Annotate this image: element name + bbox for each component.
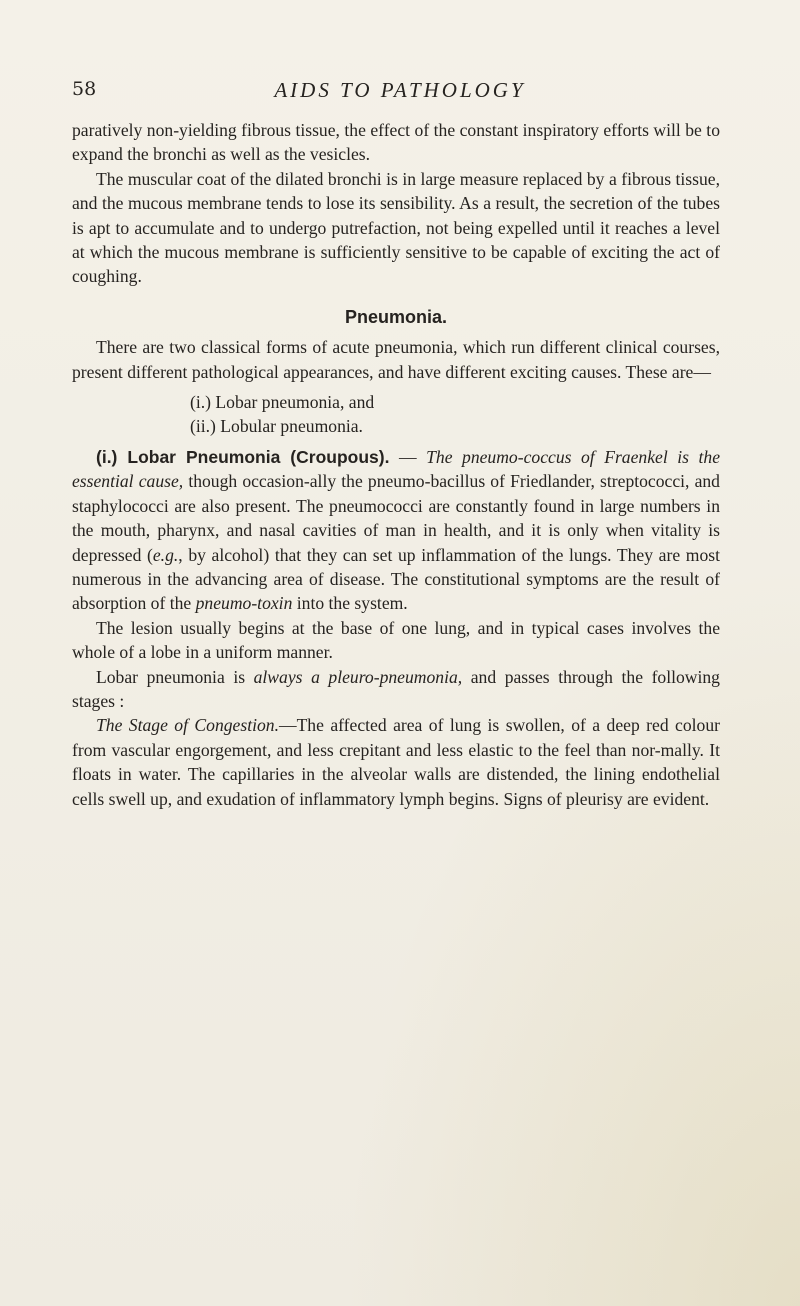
section-heading-pneumonia: Pneumonia.: [344, 306, 447, 327]
page-number: 58: [72, 78, 97, 100]
page-header: [72, 78, 728, 108]
page-body: [72, 118, 720, 811]
paragraph-pneumonia-intro: There are two classical forms of acute pneumonia, which run different clinical courses, present different pathological appearances, and have different exciting causes. These are—: [72, 337, 720, 382]
running-head: AIDS TO PATHOLOGY: [274, 78, 526, 102]
paragraph-lesion: The lesion usually begins at the base of one lung, and in typical cases involves the whole of a lobe in a uniform manner.: [72, 617, 720, 663]
list-item: (i.) Lobar pneumonia, and: [190, 392, 375, 413]
em-dash: —: [389, 446, 427, 467]
body-text: —The affected area of lung is swollen, of a deep red colour from vascular engorgement, and less crepitant and less elastic to the feel than nor-mally. It floats in water. The capillaries in the alveolar walls are distended, the lining endothelial cells swell up, and exudation of inflammatory lymph begins. Signs of pleurisy are evident.: [72, 715, 720, 809]
body-text: , by alcohol) that they can set up inflammation of the lungs. They are most numerous in the advancing area of disease. The constitutional symptoms are the result of absorption of the: [72, 544, 720, 614]
subheading-lobar-pneumonia: (i.) Lobar Pneumonia (Croupous).: [96, 446, 390, 467]
italic-text: The pneumo-coccus of Fraenkel is the essential cause,: [72, 446, 721, 492]
paragraph-bronchi: The muscular coat of the dilated bronchi is in large measure replaced by a fibrous tissue, and the mucous membrane tends to lose its sensibility. As a result, the secretion of the tubes is apt to accumulate and to undergo putrefaction, not being expelled until it reaches a level at which the mucous membrane is sufficiently sensitive to be capable of exciting the act of coughing.: [72, 168, 720, 287]
body-text: though occasion-ally the pneumo-bacillus of Friedlander, streptococci, and staphylococci are also present. The pneumococci are constantly found in large numbers in the mouth, pharynx, and nasal cavities of man in health, and it is only when vitality is depressed (: [72, 471, 720, 565]
italic-text: e.g.: [152, 544, 179, 565]
paragraph-stages: [72, 665, 720, 714]
body-text: and passes through the following stages :: [72, 666, 720, 711]
body-text: into the system.: [292, 593, 408, 614]
paragraph-congestion-stage: [72, 713, 720, 811]
paragraph-lobar-pneumonia: [72, 445, 720, 616]
body-text: Lobar pneumonia is: [96, 666, 254, 687]
list-item: (ii.) Lobular pneumonia.: [190, 416, 363, 437]
italic-text: The Stage of Congestion.: [96, 715, 279, 736]
italic-text: always a pleuro-pneumonia,: [253, 666, 463, 687]
italic-text: pneumo-toxin: [195, 593, 293, 614]
pneumonia-forms-list: [72, 390, 720, 439]
paragraph-continuation: paratively non-yielding fibrous tissue, the effect of the constant inspiratory efforts will be to expand the bronchi as well as the vesicles.: [72, 120, 720, 165]
